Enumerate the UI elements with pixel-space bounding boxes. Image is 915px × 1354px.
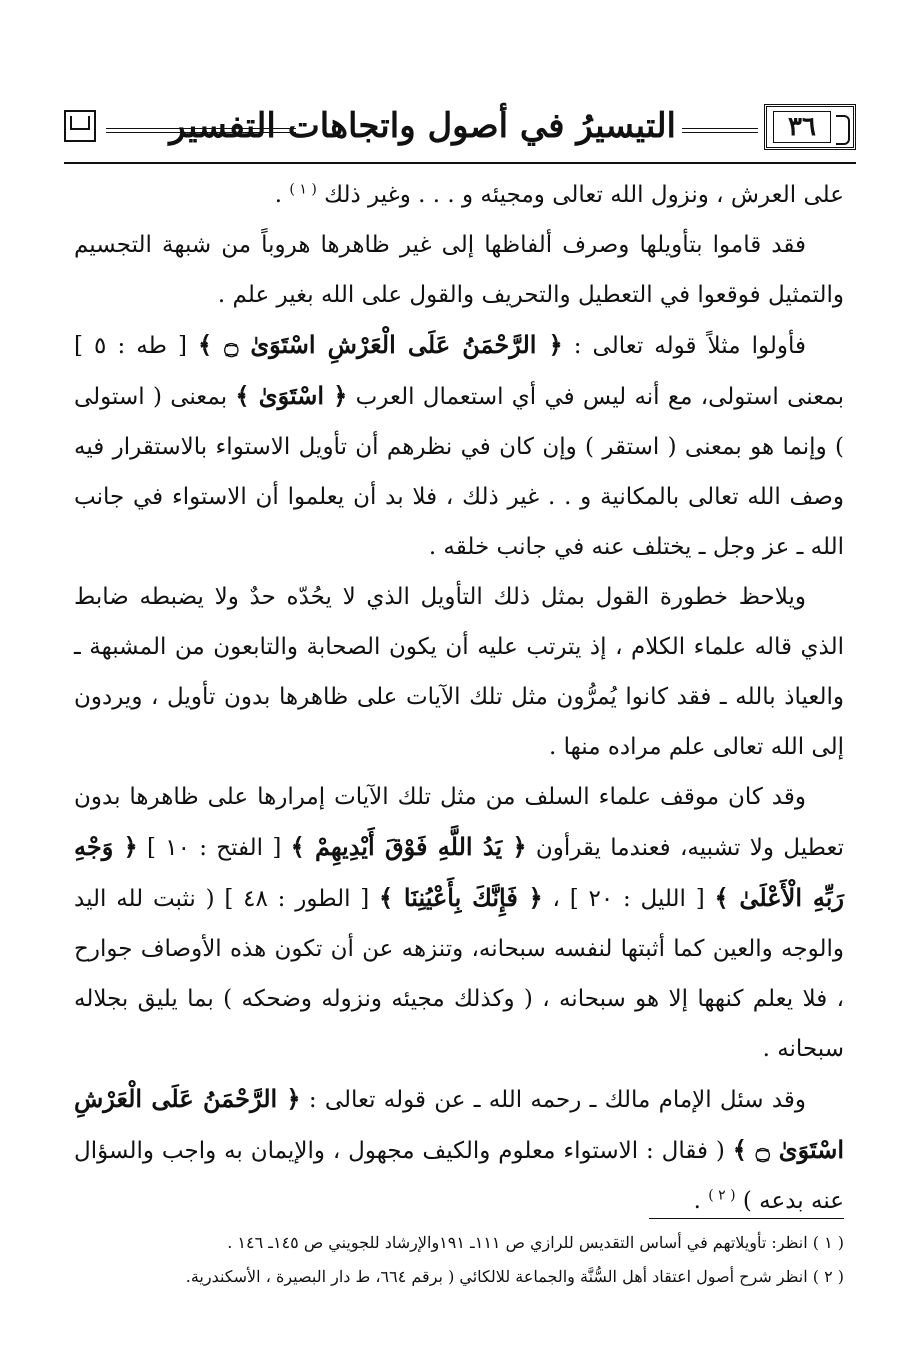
header-divider <box>64 162 856 164</box>
paragraph-4 <box>74 572 844 772</box>
footnote-ref: ( ١ ) <box>289 181 317 198</box>
text-run: [ الفتح : ١٠ ] <box>137 835 291 861</box>
footnote-ref: ( ٢ ) <box>708 1187 736 1204</box>
paragraph-1 <box>74 170 844 220</box>
running-header <box>64 96 856 160</box>
quran-verse: ﴿ الرَّحْمَنُ عَلَى الْعَرْشِ اسْتَوَىٰ ۝ ﴾ <box>198 330 563 359</box>
text-run: فأولوا مثلاً قوله تعالى : <box>562 333 806 359</box>
footnote-1: ( ١ ) انظر: تأويلاتهم في أساس التقديس للرازي ص ١١١ـ ١٩١والإرشاد للجويني ص ١٤٥ـ ١٤٦ . <box>227 1233 844 1252</box>
paragraph-3 <box>74 320 844 572</box>
frame-ornament-icon <box>836 115 850 145</box>
footnote-divider <box>649 1218 844 1219</box>
text-run: بمعنى ( استولى ) وإنما هو بمعنى ( استقر ) وإن كان في نظرهم أن تأويل الاستواء بالاستقرار فيه وصف الله تعالى بالمكانية و . . غير ذلك ، فلا بد أن يعلموا أن الاستواء في جانب الله ـ عز وجل ـ يختلف عنه في جانب خلقه . <box>74 384 844 560</box>
footnotes <box>74 1226 844 1294</box>
header-rule-right <box>682 128 758 133</box>
paragraph-5 <box>74 772 844 1074</box>
text-run: [ الليل : ٢٠ ] ، <box>542 886 715 912</box>
quran-verse: ﴿ الرَّحْمَنُ عَلَى الْعَرْشِ اسْتَوَىٰ ۝ ﴾ <box>74 1084 845 1164</box>
page-number-frame <box>764 104 856 150</box>
text-run: وقد كان موقف علماء السلف من مثل تلك الآيات إمرارها على ظاهرها بدون تعطيل ولا تشبيه، فعندما يقرأون <box>74 784 844 861</box>
page-number: ٣٦ <box>773 111 831 143</box>
book-title: التيسيرُ في أصول واتجاهات التفسير <box>169 106 676 146</box>
text-run: ( فقال : الاستواء معلوم والكيف مجهول ، والإيمان به واجب والسؤال عنه بدعه ) <box>74 1138 844 1214</box>
text-run: فقد قاموا بتأويلها وصرف ألفاظها إلى غير ظاهرها هروباً من شبهة التجسيم والتمثيل فوقعوا في التعطيل والتحريف والقول على الله بغير علم . <box>74 232 844 308</box>
paragraph-2 <box>74 220 844 320</box>
quran-verse: ﴿ فَإِنَّكَ بِأَعْيُنِنَا ﴾ <box>379 883 543 912</box>
quran-verse: ﴿ اسْتَوَىٰ ﴾ <box>235 381 348 410</box>
quran-verse: ﴿ يَدُ اللَّهِ فَوْقَ أَيْدِيهِمْ ﴾ <box>290 832 527 861</box>
corner-ornament-icon <box>64 110 100 146</box>
text-run: على العرش ، ونزول الله تعالى ومجيئه و . . . وغير ذلك <box>316 182 844 208</box>
text-run: وقد سئل الإمام مالك ـ رحمه الله ـ عن قوله تعالى : <box>300 1087 806 1113</box>
text-run: . <box>693 1188 709 1214</box>
header-rule-left <box>106 128 296 133</box>
quran-verse: ﴿ وَجْهِ رَبِّهِ الْأَعْلَىٰ ﴾ <box>74 832 844 912</box>
text-run: ويلاحظ خطورة القول بمثل ذلك التأويل الذي لا يحُدّه حدٌ ولا يضبطه ضابط الذي قاله علماء الكلام ، إذ يترتب عليه أن يكون الصحابة والتابعون من المشبهة ـ والعياذ بالله ـ فقد كانوا يُمرُّون مثل تلك الآيات على ظاهرها بدون تأويل ، ويردون إلى الله تعالى علم مراده منها . <box>74 584 844 760</box>
main-text <box>74 170 844 1226</box>
text-run: [ الطور : ٤٨ ] ( نثبت لله اليد والوجه والعين كما أثبتها لنفسه سبحانه، وتنزهه عن أن تكون هذه الأوصاف جوارح ، فلا يعلم كنهها إلا هو سبحانه ، ( وكذلك مجيئه ونزوله وضحكه ) بما يليق بجلاله سبحانه . <box>74 886 844 1062</box>
paragraph-6 <box>74 1074 844 1226</box>
text-run: [ طه : ٥ ] بمعنى استولى، مع أنه ليس في أي استعمال العرب <box>74 333 844 410</box>
text-run: . <box>274 182 290 208</box>
footnote-2: ( ٢ ) انظر شرح أصول اعتقاد أهل السُّنَّة والجماعة للالكائي ( برقم ٦٦٤، ط دار البصيرة ، الأسكندرية. <box>185 1267 844 1286</box>
